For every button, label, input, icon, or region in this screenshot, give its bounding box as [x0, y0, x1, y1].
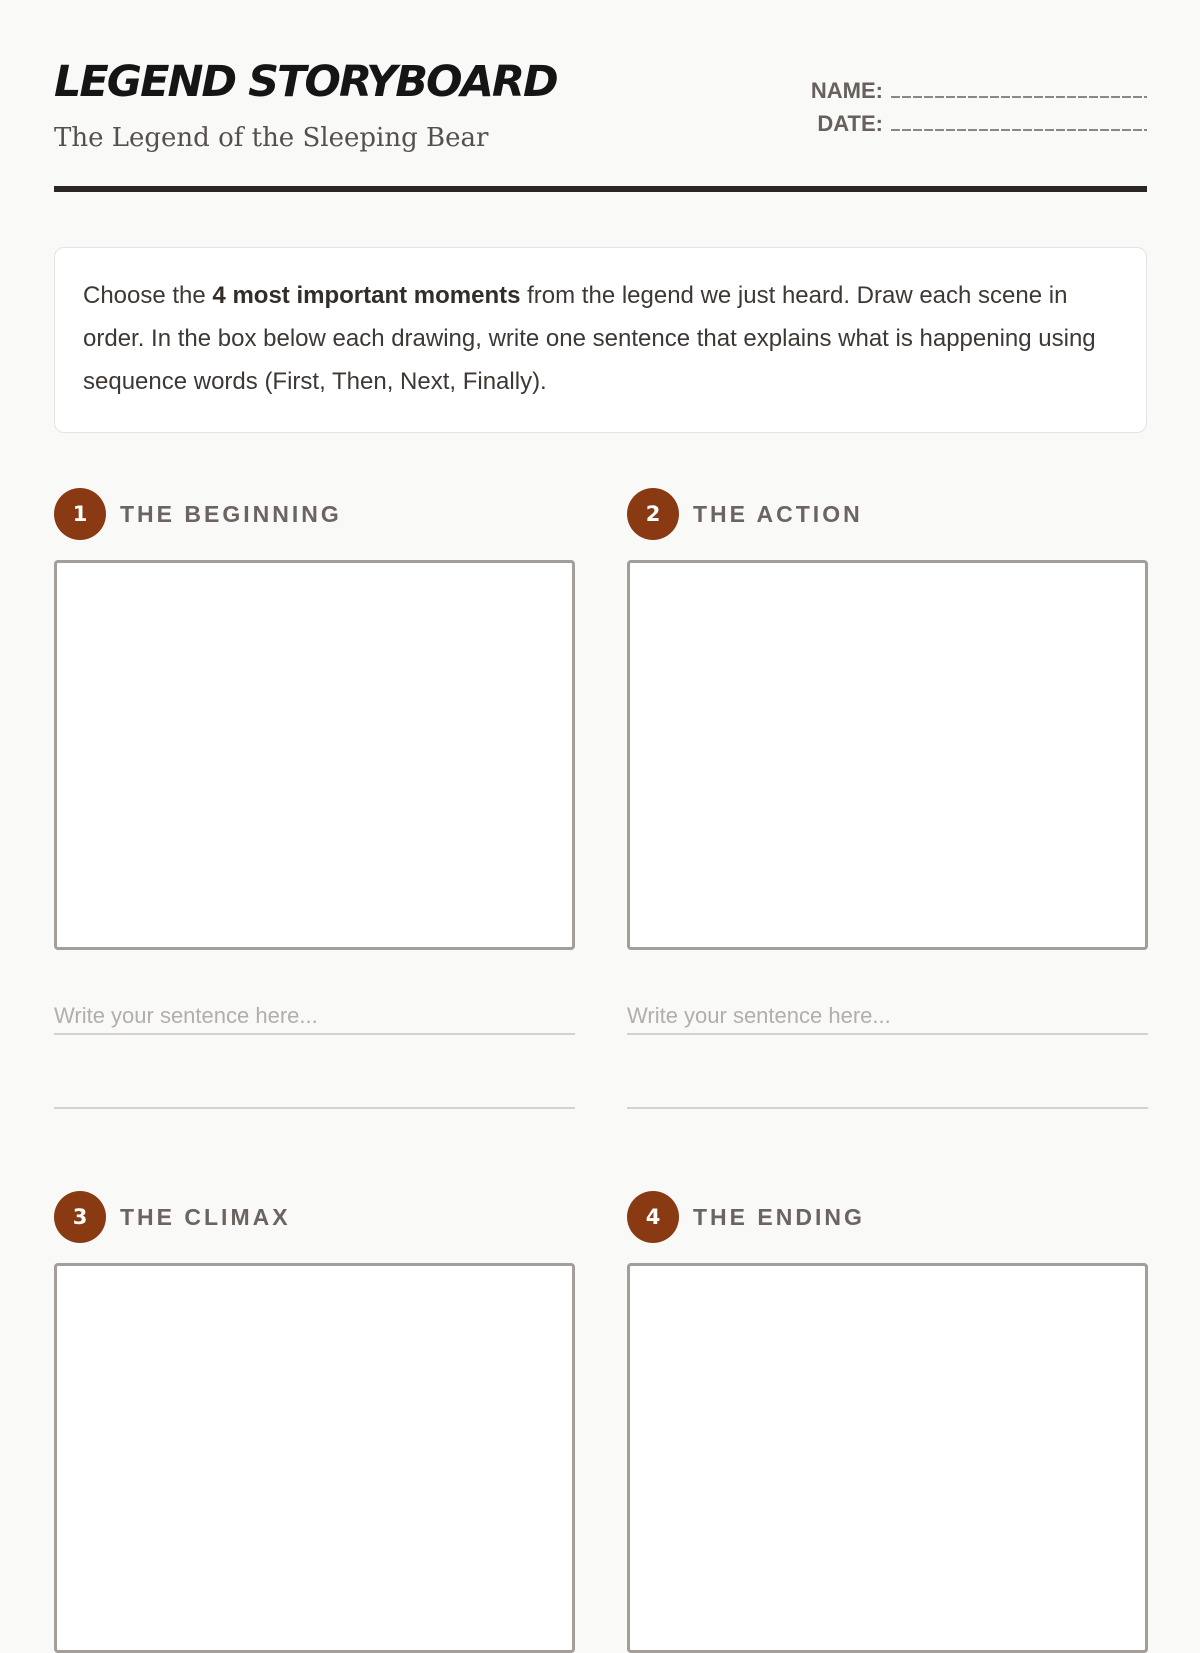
student-info [787, 73, 1147, 139]
instructions-emphasis: 4 most important moments [212, 282, 521, 309]
date-field[interactable] [891, 129, 1147, 131]
sentence-extra-line[interactable] [627, 1073, 1148, 1109]
name-row [787, 73, 1147, 106]
panel-label: THE BEGINNING [120, 501, 342, 527]
drawing-box[interactable] [54, 560, 575, 950]
instructions-box [54, 247, 1147, 433]
drawing-box[interactable] [54, 1263, 575, 1653]
storyboard-page [54, 0, 1147, 1600]
header-divider [54, 186, 1147, 192]
name-label: NAME: [810, 78, 883, 103]
page-subtitle: The Legend of the Sleeping Bear [54, 123, 489, 153]
panel-label: THE ACTION [693, 501, 863, 527]
panel-heading [627, 1191, 1148, 1243]
sentence-field[interactable]: Write your sentence here... [627, 999, 1148, 1035]
step-number-badge: 4 [627, 1191, 679, 1243]
date-row [787, 106, 1147, 139]
sentence-field[interactable]: Write your sentence here... [54, 999, 575, 1035]
step-number-badge: 1 [54, 488, 106, 540]
panel-heading [54, 1191, 575, 1243]
sentence-extra-line[interactable] [54, 1073, 575, 1109]
drawing-box[interactable] [627, 560, 1148, 950]
panel-label: THE ENDING [693, 1204, 865, 1230]
instructions-text-end: from the legend we just heard. Draw each scene in order. In the box below each drawing, write one sentence that explains what is happening using sequence words (First, Then, Next, Finally). [83, 282, 1096, 395]
name-field[interactable] [891, 96, 1147, 98]
step-number-badge: 2 [627, 488, 679, 540]
panel-heading [54, 488, 575, 540]
worksheet-header [54, 0, 1147, 195]
panel-label: THE CLIMAX [120, 1204, 291, 1230]
panel-heading [627, 488, 1148, 540]
page-title: LEGEND STORYBOARD [54, 57, 557, 107]
step-number-badge: 3 [54, 1191, 106, 1243]
instructions-text-start: Choose the [83, 282, 213, 309]
date-label: DATE: [817, 111, 883, 136]
drawing-box[interactable] [627, 1263, 1148, 1653]
